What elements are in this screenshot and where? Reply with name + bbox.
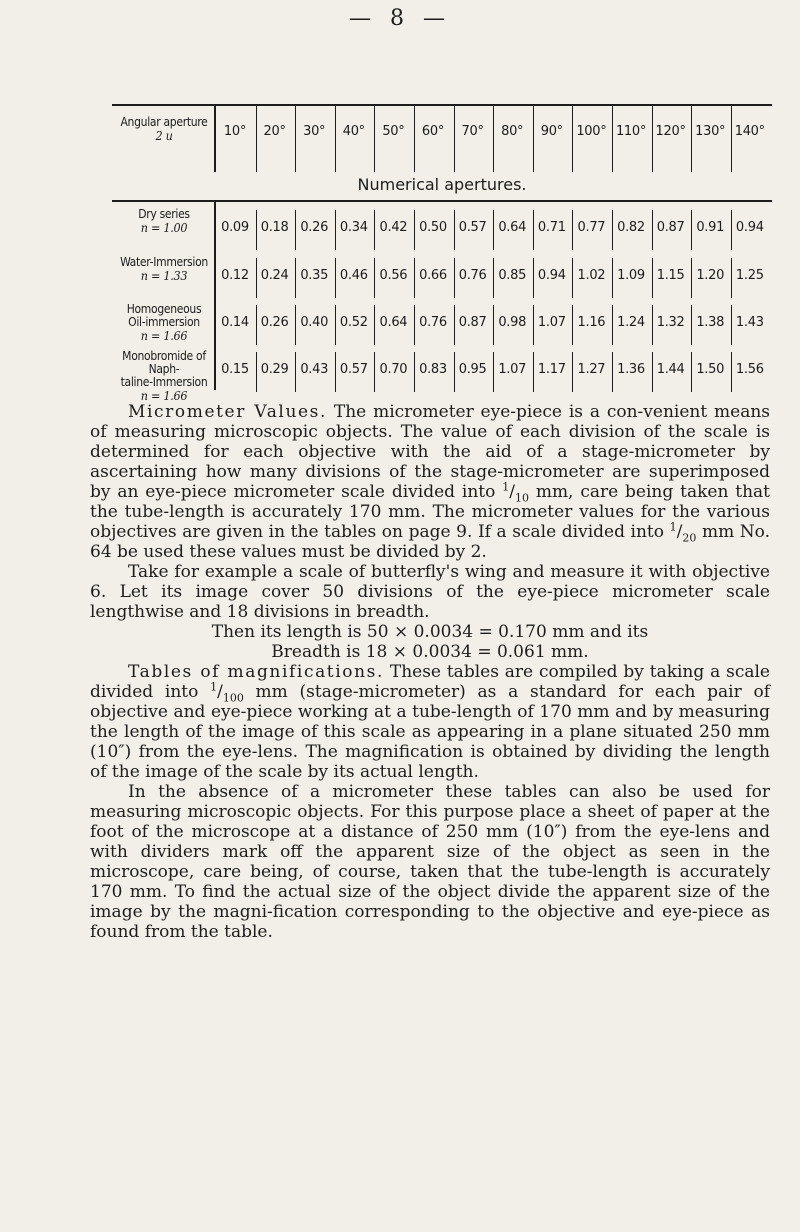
aperture-value-cell: 0.15 bbox=[221, 362, 249, 377]
paragraph-magnification-tables: Tables of magnifications. These tables are compiled by taking a scale divided into $^1/_{100}$ mm (stage-micrometer) as a standard for each pair of objective and eye-piece working at a tube-length of 170 mm and by measuring the length of the image of this scale as appearing in a plane situated 250 mm (10″) from the eye-lens. The magnification is obtained by dividing the length of the image of the scale by its actual length. bbox=[90, 662, 770, 782]
aperture-value-cell: 0.70 bbox=[379, 362, 408, 377]
formula-breadth: Breadth is 18 × 0.0034 = 0.061 mm. bbox=[271, 642, 589, 662]
fraction-denominator: 100 bbox=[222, 691, 244, 705]
heading-magnification-tables: Tables of magnifications. bbox=[128, 662, 384, 682]
paragraph-measuring-without-micrometer: In the absence of a micrometer these tables can also be used for measuring microscopic objects. For this purpose place a sheet of paper at the foot of the microscope at a distance of 250 mm (10″) from the eye-lens and with dividers mark off the apparent size of the object as seen in the microscope, care being, of course, taken that the tube-length is accurately 170 mm. To find the actual size of the object divide the apparent size of the image by the magni-fication corresponding to the objective and eye-piece as found from the table. bbox=[90, 782, 770, 942]
fraction-numerator: 1 bbox=[502, 480, 510, 494]
aperture-value-cell: 0.85 bbox=[498, 268, 527, 283]
medium-name: Water-Immersion bbox=[120, 255, 208, 269]
corner-label-symbol: 2 u bbox=[155, 128, 173, 143]
medium-name: Homogeneous bbox=[126, 302, 202, 316]
angle-header-cell: 130° bbox=[695, 124, 726, 139]
aperture-value-cell: 1.16 bbox=[577, 315, 606, 330]
aperture-value-cell: 0.71 bbox=[537, 220, 566, 235]
aperture-value-cell: 0.34 bbox=[339, 220, 368, 235]
page-number: — 8 — bbox=[349, 6, 451, 31]
refractive-index: n = 1.00 bbox=[140, 220, 188, 235]
fraction-numerator: 1 bbox=[210, 680, 218, 694]
aperture-value-cell: 0.91 bbox=[696, 220, 725, 235]
aperture-value-cell: 1.32 bbox=[656, 315, 685, 330]
table-mid-rule bbox=[112, 200, 772, 202]
aperture-value-cell: 0.87 bbox=[458, 315, 487, 330]
corner-label-text: Angular aperture bbox=[120, 115, 208, 129]
aperture-value-cell: 0.56 bbox=[379, 268, 408, 283]
aperture-value-cell: 1.07 bbox=[537, 315, 566, 330]
fraction-numerator: 1 bbox=[669, 520, 677, 534]
aperture-value-cell: 0.42 bbox=[379, 220, 408, 235]
angle-header-cell: 40° bbox=[342, 124, 365, 139]
angle-header-cell: 60° bbox=[421, 124, 445, 139]
angle-header-cell: 10° bbox=[223, 124, 247, 139]
medium-name-line2: Oil-immersion bbox=[128, 315, 200, 329]
aperture-value-cell: 1.24 bbox=[617, 315, 645, 330]
aperture-value-cell: 0.57 bbox=[339, 362, 368, 377]
body-text bbox=[90, 402, 770, 942]
medium-name: Dry series bbox=[138, 207, 190, 221]
aperture-value-cell: 1.02 bbox=[577, 268, 606, 283]
angle-header-cell: 100° bbox=[576, 124, 607, 139]
refractive-index: n = 1.66 bbox=[140, 388, 188, 403]
aperture-value-cell: 1.43 bbox=[735, 315, 764, 330]
refractive-index: n = 1.66 bbox=[140, 328, 188, 343]
aperture-value-cell: 0.98 bbox=[498, 315, 527, 330]
aperture-value-cell: 0.57 bbox=[458, 220, 487, 235]
aperture-value-cell: 0.26 bbox=[300, 220, 329, 235]
aperture-value-cell: 1.25 bbox=[735, 268, 764, 283]
formula-length: Then its length is 50 × 0.0034 = 0.170 mm and its bbox=[211, 622, 649, 642]
aperture-value-cell: 0.87 bbox=[656, 220, 685, 235]
table-caption: Numerical apertures. bbox=[357, 175, 527, 194]
aperture-value-cell: 0.66 bbox=[419, 268, 447, 283]
aperture-value-cell: 1.56 bbox=[735, 362, 764, 377]
text-run: mm (stage-micrometer) as a standard for each pair of objective and eye-piece working at a tube-length of 170 mm and by measuring the length of the image of this scale as appearing in a plane situated 250 mm (10″) from the eye-lens. The magnification is obtained by dividing the length of the image of the scale by its actual length. bbox=[90, 682, 770, 782]
fraction-denominator: 10 bbox=[514, 491, 529, 505]
medium-name: Monobromide of Naph- bbox=[122, 349, 206, 376]
row-label bbox=[112, 256, 216, 282]
text-run: The micrometer eye-piece is a con-venient means of measuring microscopic objects. The value of each division of the scale is determined for each objective with the aid of a stage-micrometer by ascertaining how many divisions of the stage-micrometer are superimposed by an eye-piece micrometer scale divided into bbox=[90, 402, 771, 502]
aperture-value-cell: 0.83 bbox=[419, 362, 447, 377]
angle-header-cell: 140° bbox=[734, 124, 765, 139]
aperture-value-cell: 1.44 bbox=[656, 362, 685, 377]
aperture-value-cell: 1.09 bbox=[617, 268, 645, 283]
aperture-value-cell: 0.64 bbox=[379, 315, 408, 330]
angle-header-cell: 70° bbox=[461, 124, 484, 139]
paragraph-micrometer-values: Micrometer Values. The micrometer eye-piece is a con-venient means of measuring microscopic objects. The value of each division of the scale is determined for each objective with the aid of a stage-micrometer by ascertaining how many divisions of the stage-micrometer are superimposed by an eye-piece micrometer scale divided into $^1/_{10}$ mm, care being taken that the tube-length is accurately 170 mm. The micrometer values for the various objectives are given in the tables on page 9. If a scale divided into $^1/_{20}$ mm No. 64 be used these values must be divided by 2. bbox=[90, 402, 771, 562]
row-label bbox=[112, 350, 216, 402]
angle-header-cell: 20° bbox=[263, 124, 286, 139]
aperture-value-cell: 0.94 bbox=[735, 220, 764, 235]
angle-header-cell: 50° bbox=[382, 124, 405, 139]
aperture-value-cell: 0.26 bbox=[260, 315, 289, 330]
aperture-value-cell: 1.38 bbox=[696, 315, 725, 330]
fraction-denominator: 20 bbox=[682, 531, 697, 545]
aperture-value-cell: 0.95 bbox=[458, 362, 487, 377]
aperture-value-cell: 0.29 bbox=[260, 362, 289, 377]
aperture-value-cell: 0.76 bbox=[458, 268, 487, 283]
aperture-value-cell: 1.50 bbox=[696, 362, 725, 377]
aperture-value-cell: 0.94 bbox=[537, 268, 566, 283]
angle-header-cell: 110° bbox=[615, 124, 647, 139]
medium-name-line2: taline-Immersion bbox=[120, 375, 208, 389]
row-label bbox=[112, 208, 216, 234]
angle-header-cell: 90° bbox=[540, 124, 563, 139]
heading-micrometer-values: Micrometer Values. bbox=[128, 402, 328, 422]
aperture-value-cell: 0.76 bbox=[419, 315, 447, 330]
text-run: These tables are compiled by taking a scale divided into bbox=[90, 662, 770, 702]
aperture-value-cell: 1.20 bbox=[696, 268, 725, 283]
angle-header-cell: 30° bbox=[303, 124, 326, 139]
aperture-value-cell: 0.77 bbox=[577, 220, 606, 235]
refractive-index: n = 1.33 bbox=[140, 268, 188, 283]
aperture-value-cell: 0.24 bbox=[260, 268, 289, 283]
aperture-value-cell: 0.82 bbox=[617, 220, 645, 235]
row-label bbox=[112, 303, 216, 342]
aperture-value-cell: 0.14 bbox=[221, 315, 249, 330]
aperture-value-cell: 1.15 bbox=[656, 268, 685, 283]
aperture-value-cell: 1.17 bbox=[537, 362, 566, 377]
aperture-value-cell: 1.36 bbox=[617, 362, 645, 377]
aperture-value-cell: 0.40 bbox=[300, 315, 329, 330]
aperture-value-cell: 0.64 bbox=[498, 220, 527, 235]
aperture-value-cell: 0.18 bbox=[260, 220, 289, 235]
aperture-value-cell: 0.52 bbox=[339, 315, 368, 330]
angle-header-cell: 80° bbox=[501, 124, 524, 139]
paragraph-example: Take for example a scale of butterfly's wing and measure it with objective 6. Let its image cover 50 divisions of the eye-piece micrometer scale lengthwise and 18 divisions in breadth. bbox=[90, 562, 770, 622]
aperture-value-cell: 0.50 bbox=[419, 220, 447, 235]
aperture-value-cell: 0.43 bbox=[300, 362, 329, 377]
aperture-value-cell: 0.12 bbox=[221, 268, 249, 283]
text-run: mm, care being taken that the tube-length is accurately 170 mm. The micrometer values for the various objectives are given in the tables on page 9. If a scale divided into bbox=[90, 482, 770, 542]
aperture-value-cell: 0.09 bbox=[221, 220, 249, 235]
text-run: mm No. 64 be used these values must be divided by 2. bbox=[90, 522, 770, 562]
aperture-value-cell: 0.46 bbox=[339, 268, 368, 283]
aperture-value-cell: 0.35 bbox=[300, 268, 329, 283]
angle-header-cell: 120° bbox=[655, 124, 686, 139]
aperture-value-cell: 1.27 bbox=[577, 362, 606, 377]
table-top-rule bbox=[112, 104, 772, 106]
angular-aperture-label bbox=[112, 116, 216, 142]
aperture-value-cell: 1.07 bbox=[498, 362, 527, 377]
